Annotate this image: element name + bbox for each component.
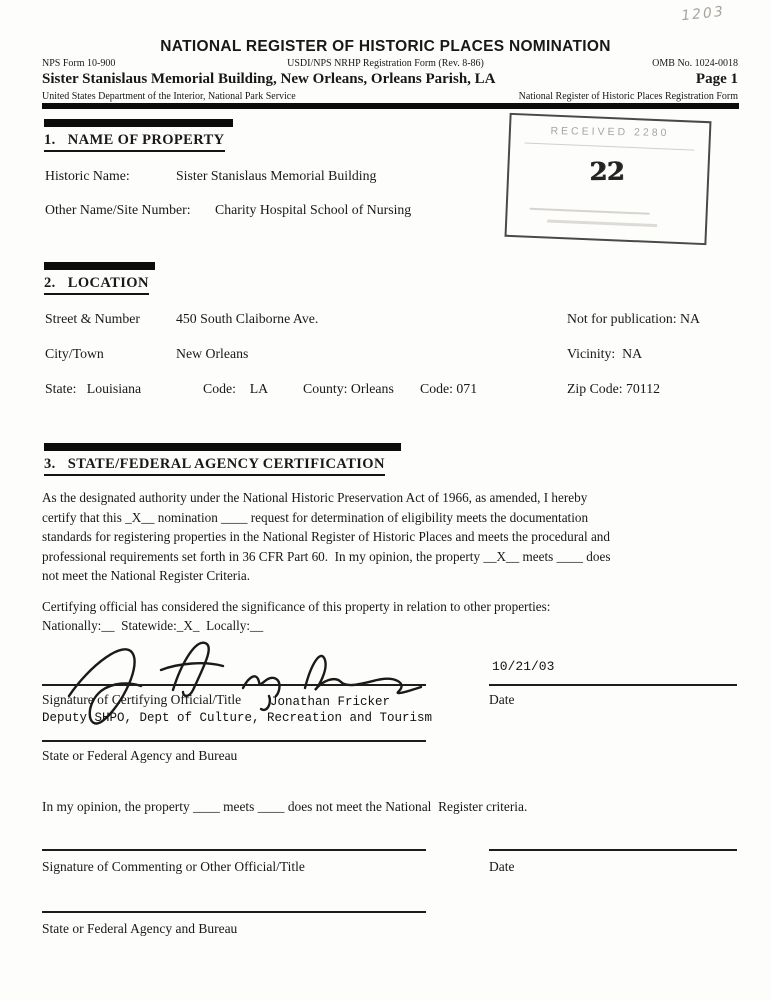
property-title-line: Sister Stanislaus Memorial Building, New Orleans, Orleans Parish, LA — [42, 71, 496, 87]
stamp-smudge — [547, 219, 657, 227]
certification-text-line: professional requirements set forth in 36 CFR Part 60. In my opinion, the property __X__ meets ____ does — [42, 548, 611, 564]
pencil-note: 1203 — [680, 3, 726, 25]
agency-bureau-line — [42, 740, 426, 742]
consideration-block — [42, 598, 550, 635]
date-value: 10/21/03 — [492, 659, 555, 674]
vicinity-value: Vicinity: NA — [567, 346, 643, 361]
certification-text-line: not meet the National Register Criteria. — [42, 568, 251, 584]
department-line: United States Department of the Interior, National Park Service — [42, 91, 296, 102]
state-value: State: Louisiana — [45, 381, 142, 396]
stamp-number: 22 — [589, 156, 625, 187]
header-rule — [42, 103, 739, 109]
county-value: County: Orleans — [303, 381, 394, 396]
historic-name-value: Sister Stanislaus Memorial Building — [176, 168, 377, 183]
agency-bureau-line-2 — [42, 911, 426, 913]
stamp-inner-line — [524, 142, 694, 150]
registration-form-type: USDI/NPS NRHP Registration Form (Rev. 8-86) — [287, 58, 484, 69]
consideration-text-line: Certifying official has considered the significance of this property in relation to other properties: — [42, 599, 551, 614]
county-code-value: Code: 071 — [420, 381, 478, 396]
city-town-label: City/Town — [45, 346, 104, 361]
not-for-publication-value: Not for publication: NA — [567, 311, 700, 326]
omb-number: OMB No. 1024-0018 — [652, 58, 738, 69]
registration-form-name: National Register of Historic Places Registration Form — [518, 91, 738, 102]
section3-heading: 3. STATE/FEDERAL AGENCY CERTIFICATION — [44, 456, 385, 476]
section2-bar — [44, 262, 155, 270]
signature-official-label: Signature of Certifying Official/Title — [42, 692, 242, 707]
date-line — [489, 684, 737, 686]
form-title: NATIONAL REGISTER OF HISTORIC PLACES NOMINATION — [160, 38, 611, 55]
stamp-smudge — [530, 208, 650, 215]
section1-bar — [44, 119, 233, 127]
date-label: Date — [489, 692, 515, 707]
received-stamp — [504, 113, 711, 245]
section3-bar — [44, 443, 401, 451]
zip-code-value: Zip Code: 70112 — [567, 381, 660, 396]
commenting-signature-label: Signature of Commenting or Other Official/Title — [42, 859, 305, 874]
section2-heading: 2. LOCATION — [44, 275, 149, 295]
certification-text-line: As the designated authority under the National Historic Preservation Act of 1966, as amended, I hereby — [42, 490, 588, 505]
nps-form-number: NPS Form 10-900 — [42, 58, 116, 69]
certification-text-line: standards for registering properties in the National Register of Historic Places and meets the procedural and — [42, 529, 610, 545]
street-number-label: Street & Number — [45, 311, 141, 326]
consideration-text-line: Nationally:__ Statewide:_X_ Locally:__ — [42, 617, 264, 633]
signature-line — [42, 684, 426, 686]
stamp-received-text: RECEIVED 2280 — [550, 125, 670, 139]
city-town-value: New Orleans — [176, 346, 249, 361]
other-name-value: Charity Hospital School of Nursing — [215, 202, 412, 217]
certification-paragraph — [42, 488, 610, 586]
page-number: Page 1 — [695, 71, 738, 87]
agency-bureau-label-2: State or Federal Agency and Bureau — [42, 921, 238, 936]
commenting-date-line — [489, 849, 737, 851]
historic-name-label: Historic Name: — [45, 168, 130, 183]
commenting-signature-line — [42, 849, 426, 851]
other-name-label: Other Name/Site Number: — [45, 202, 191, 217]
state-code-value: Code: LA — [203, 381, 269, 396]
opinion-text: In my opinion, the property ____ meets ____ does not meet the National Register criteria. — [42, 799, 528, 814]
signer-title-value: Deputy SHPO, Dept of Culture, Recreation and Tourism — [42, 711, 433, 725]
signature-name-value: Jonathan Fricker — [270, 695, 391, 709]
section1-heading: 1. NAME OF PROPERTY — [44, 132, 225, 152]
certification-text-line: certify that this _X__ nomination ____ request for determination of eligibility meets the documentation — [42, 509, 589, 525]
agency-bureau-label: State or Federal Agency and Bureau — [42, 748, 238, 763]
street-number-value: 450 South Claiborne Ave. — [176, 311, 319, 326]
date-label-2: Date — [489, 859, 515, 874]
